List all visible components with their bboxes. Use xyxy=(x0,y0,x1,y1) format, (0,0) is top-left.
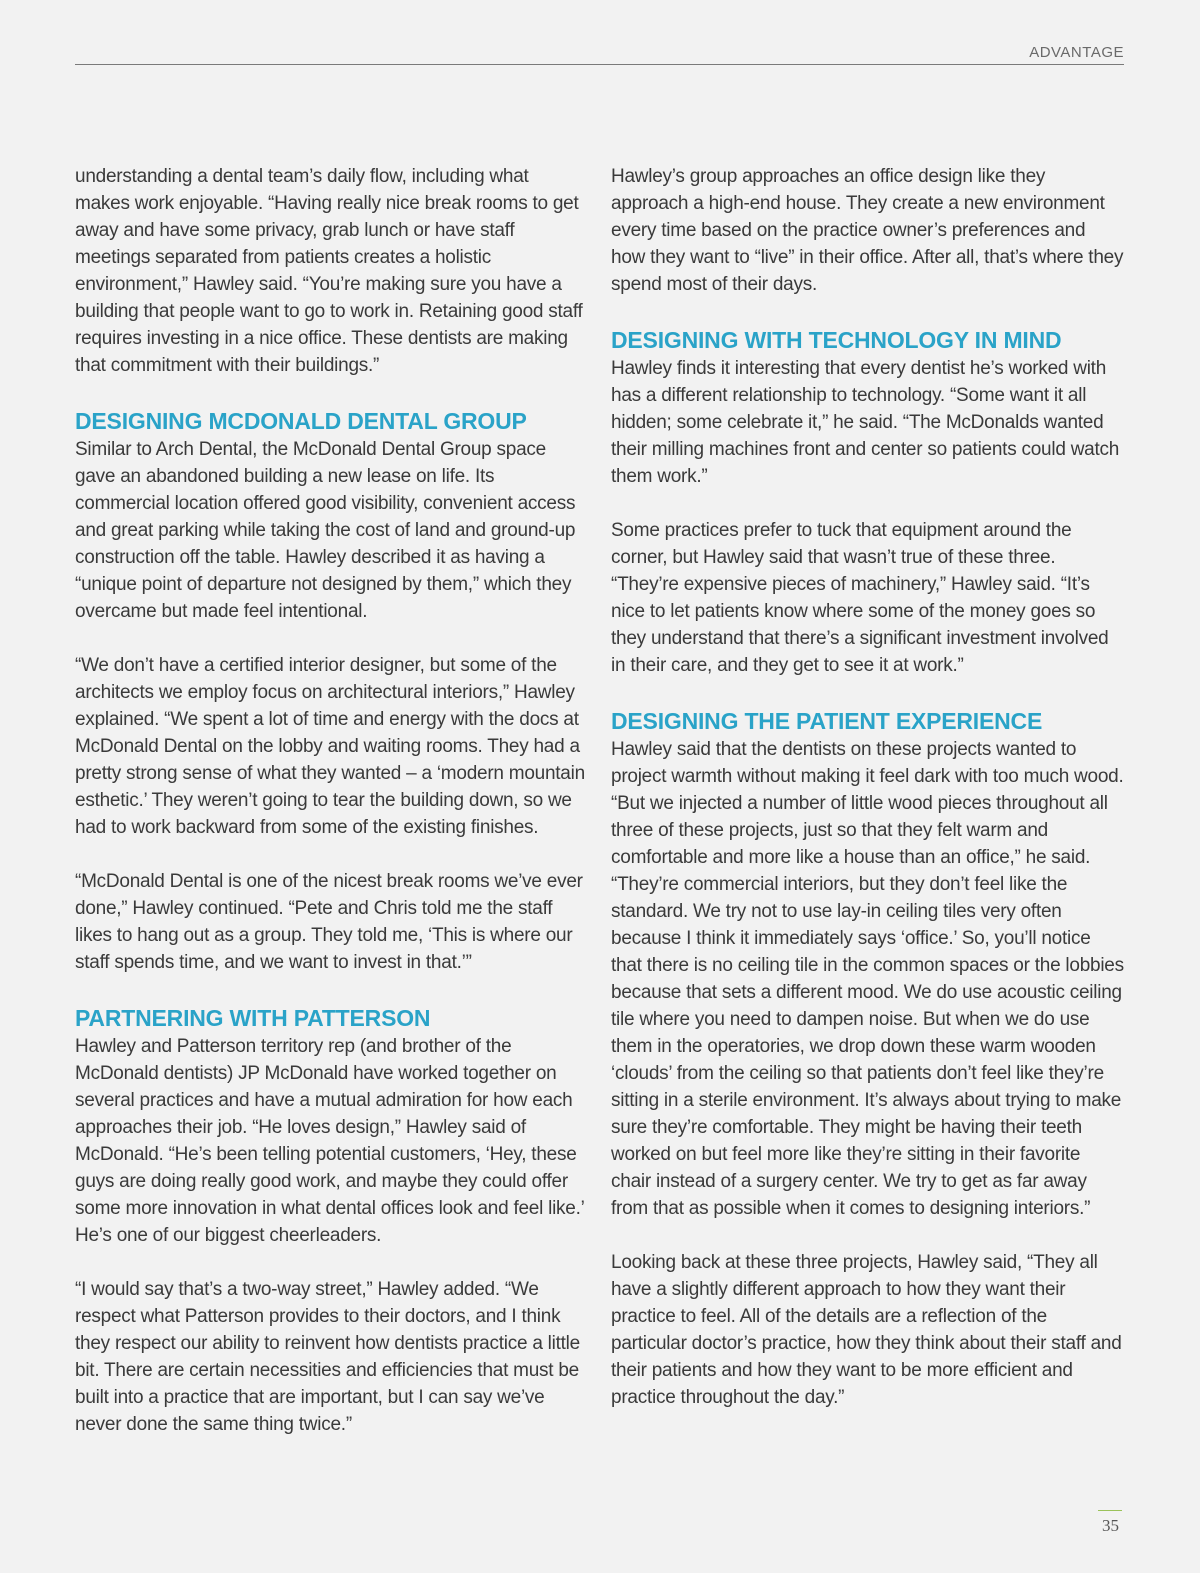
paragraph: Looking back at these three projects, Hawley said, “They all have a slightly different approach to how they want their practice to feel. All of the details are a reflection of the particular doctor’s practice, how they think about their staff and their patients and how they want to be more efficient and practice throughout the day.” xyxy=(611,1252,1122,1408)
paragraph: Hawley’s group approaches an office design like they approach a high-end house. They create a new environment every time based on the practice owner’s preferences and how they want to “live” in their office. After all, that’s where they spend most of their days. xyxy=(611,166,1124,295)
paragraph: “I would say that’s a two-way street,” Hawley added. “We respect what Patterson provides to their doctors, and I think they respect our ability to reinvent how dentists practice a little bit. There are certain necessities and efficiencies that must be built into a practice that are important, but I can say we’ve never done the same thing twice.” xyxy=(75,1279,580,1435)
section-heading: DESIGNING WITH TECHNOLOGY IN MIND xyxy=(611,327,1062,353)
page-number: 35 xyxy=(1102,1516,1119,1535)
paragraph: Hawley finds it interesting that every dentist he’s worked with has a different relationship to technology. “Some want it all hidden; some celebrate it,” he said. “The McDonalds wanted their milling machines front and center so patients could watch them work.” xyxy=(611,358,1120,487)
section-heading: DESIGNING THE PATIENT EXPERIENCE xyxy=(611,708,1043,734)
section-label: ADVANTAGE xyxy=(1029,44,1124,61)
header-rule xyxy=(75,64,1124,65)
paragraph: “We don’t have a certified interior designer, but some of the architects we employ focus on architectural interiors,” Hawley explained. “We spent a lot of time and energy with the docs at McDonald Dental on the lobby and waiting rooms. They had a pretty strong sense of what they wanted – a ‘modern mountain esthetic.’ They weren’t going to tear the building down, so we had to work backward from some of the existing finishes. xyxy=(75,655,585,838)
section-heading: DESIGNING MCDONALD DENTAL GROUP xyxy=(75,408,527,434)
paragraph: “McDonald Dental is one of the nicest break rooms we’ve ever done,” Hawley continued. “Pete and Chris told me the staff likes to hang out as a group. They told me, ‘This is where our staff spends time, and we want to invest in that.’” xyxy=(75,871,583,973)
left-column xyxy=(75,163,588,1465)
paragraph: Some practices prefer to tuck that equipment around the corner, but Hawley said that wasn’t true of these three. “They’re expensive pieces of machinery,” Hawley said. “It’s nice to let patients know where some of the money goes so they understand that there’s a significant investment involved in their care, and they get to see it at work.” xyxy=(611,520,1109,676)
paragraph: Hawley and Patterson territory rep (and brother of the McDonald dentists) JP McDonald have worked together on several practices and have a mutual admiration for how each approaches their job. “He loves design,” Hawley said of McDonald. “He’s been telling potential customers, ‘Hey, these guys are doing really good work, and maybe they could offer some more innovation in what dental offices look and feel like.’ He’s one of our biggest cheerleaders. xyxy=(75,1036,584,1246)
page-number-rule xyxy=(1098,1510,1122,1511)
right-column xyxy=(611,163,1124,1438)
paragraph: Hawley said that the dentists on these projects wanted to project warmth without making it feel dark with too much wood. “But we injected a number of little wood pieces throughout all three of these projects, just so that they felt warm and comfortable and more like a house than an office,” he said. “They’re commercial interiors, but they don’t feel like the standard. We try not to use lay-in ceiling tiles very often because I think it immediately says ‘office.’ So, you’ll notice that there is no ceiling tile in the common spaces or the lobbies because that sets a different mood. We do use acoustic ceiling tile where you need to dampen noise. But when we do use them in the operatories, we drop down these warm wooden ‘clouds’ from the ceiling so that patients don’t feel like they’re sitting in a sterile environment. It’s always about trying to make sure they’re comfortable. They might be having their teeth worked on but feel more like they’re sitting in their favorite chair instead of a surgery center. We try to get as far away from that as possible when it comes to designing interiors.” xyxy=(611,739,1124,1219)
paragraph: Similar to Arch Dental, the McDonald Dental Group space gave an abandoned building a new lease on life. Its commercial location offered good visibility, convenient access and great parking while taking the cost of land and ground-up construction off the table. Hawley described it as having a “unique point of departure not designed by them,” which they overcame but made feel intentional. xyxy=(75,439,576,622)
paragraph: understanding a dental team’s daily flow, including what makes work enjoyable. “Having really nice break rooms to get away and have some privacy, grab lunch or have staff meetings separated from patients creates a holistic environment,” Hawley said. “You’re making sure you have a building that people want to go to work in. Retaining good staff requires investing in a nice office. These dentists are making that commitment with their buildings.” xyxy=(75,166,583,376)
section-heading: PARTNERING WITH PATTERSON xyxy=(75,1005,431,1031)
